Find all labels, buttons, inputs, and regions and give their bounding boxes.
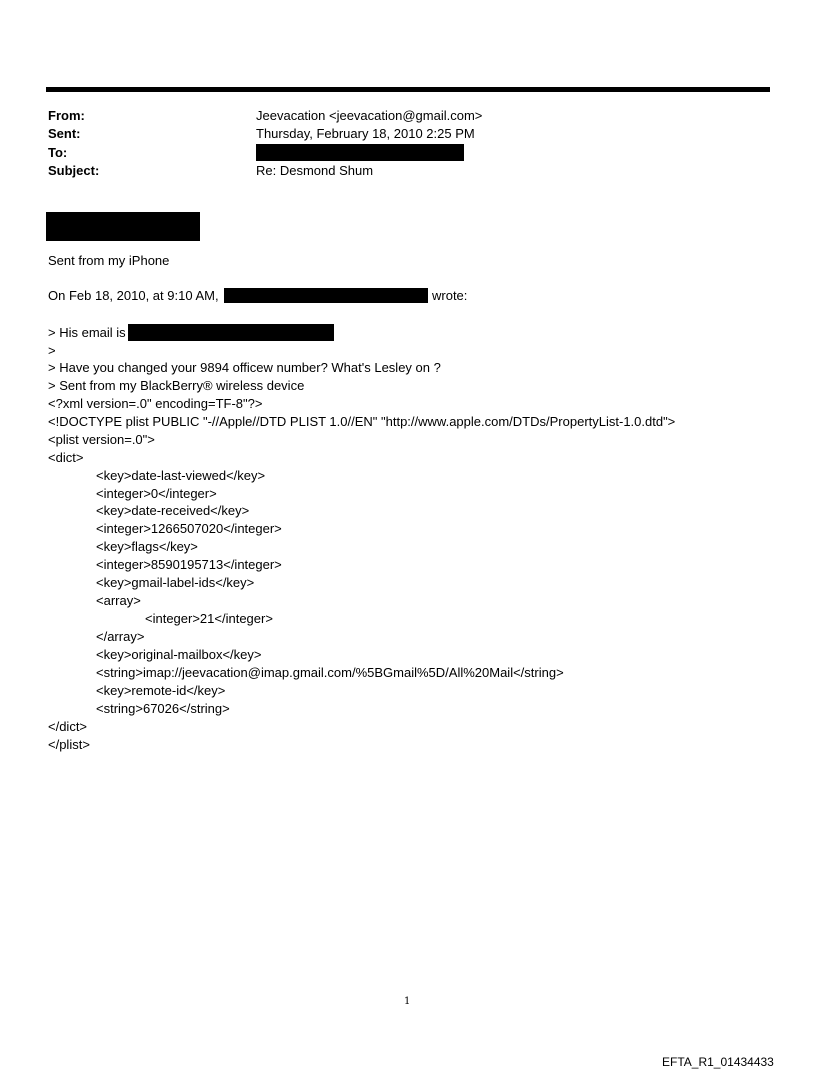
from-value: Jeevacation <jeevacation@gmail.com> <box>256 108 483 123</box>
sent-value: Thursday, February 18, 2010 2:25 PM <box>256 126 475 141</box>
to-redaction <box>256 144 464 161</box>
subject-value: Re: Desmond Shum <box>256 163 374 178</box>
plist-line: <key>original-mailbox</key> <box>96 647 262 662</box>
plist-line: </plist> <box>48 737 90 752</box>
plist-line: <integer>0</integer> <box>96 486 217 501</box>
plist-line: <key>date-received</key> <box>96 503 250 518</box>
email-is-line: > His email is <box>48 325 126 340</box>
sent-from-line: Sent from my iPhone <box>48 253 170 268</box>
plist-line: <string>imap://jeevacation@imap.gmail.com/%5BGmail%5D/All%20Mail</string> <box>96 665 564 680</box>
plist-line: <key>remote-id</key> <box>96 683 226 698</box>
quote-line-2: > Sent from my BlackBerry® wireless device <box>48 378 305 393</box>
to-label: To: <box>48 145 68 160</box>
email-redaction <box>128 324 334 341</box>
plist-line: <?xml version=.0" encoding=TF-8"?> <box>48 396 263 411</box>
plist-line: <array> <box>96 593 141 608</box>
plist-line: </array> <box>96 629 145 644</box>
plist-line: </dict> <box>48 719 88 734</box>
sent-label: Sent: <box>48 126 81 141</box>
plist-line: <integer>1266507020</integer> <box>96 521 282 536</box>
quote-blank-line: > <box>48 343 56 358</box>
wrote-text: wrote: <box>432 288 468 303</box>
plist-line: <plist version=.0"> <box>48 432 155 447</box>
plist-line: <key>gmail-label-ids</key> <box>96 575 255 590</box>
from-label: From: <box>48 108 85 123</box>
document-id: EFTA_R1_01434433 <box>662 1055 774 1069</box>
on-date-prefix: On Feb 18, 2010, at 9:10 AM, <box>48 288 219 303</box>
plist-line: <integer>21</integer> <box>145 611 273 626</box>
plist-line: <string>67026</string> <box>96 701 230 716</box>
plist-line: <integer>8590195713</integer> <box>96 557 282 572</box>
subject-label: Subject: <box>48 163 100 178</box>
header-rule <box>46 87 770 92</box>
sender-redaction <box>224 288 428 303</box>
body-redaction <box>46 212 200 241</box>
plist-line: <key>date-last-viewed</key> <box>96 468 266 483</box>
plist-line: <dict> <box>48 450 84 465</box>
plist-line: <key>flags</key> <box>96 539 198 554</box>
quote-line-1: > Have you changed your 9894 officew number? What's Lesley on ? <box>48 360 441 375</box>
plist-line: <!DOCTYPE plist PUBLIC "-//Apple//DTD PLIST 1.0//EN" "http://www.apple.com/DTDs/PropertyList-1.0.dtd"> <box>48 414 676 429</box>
page-number: 1 <box>404 996 411 1007</box>
